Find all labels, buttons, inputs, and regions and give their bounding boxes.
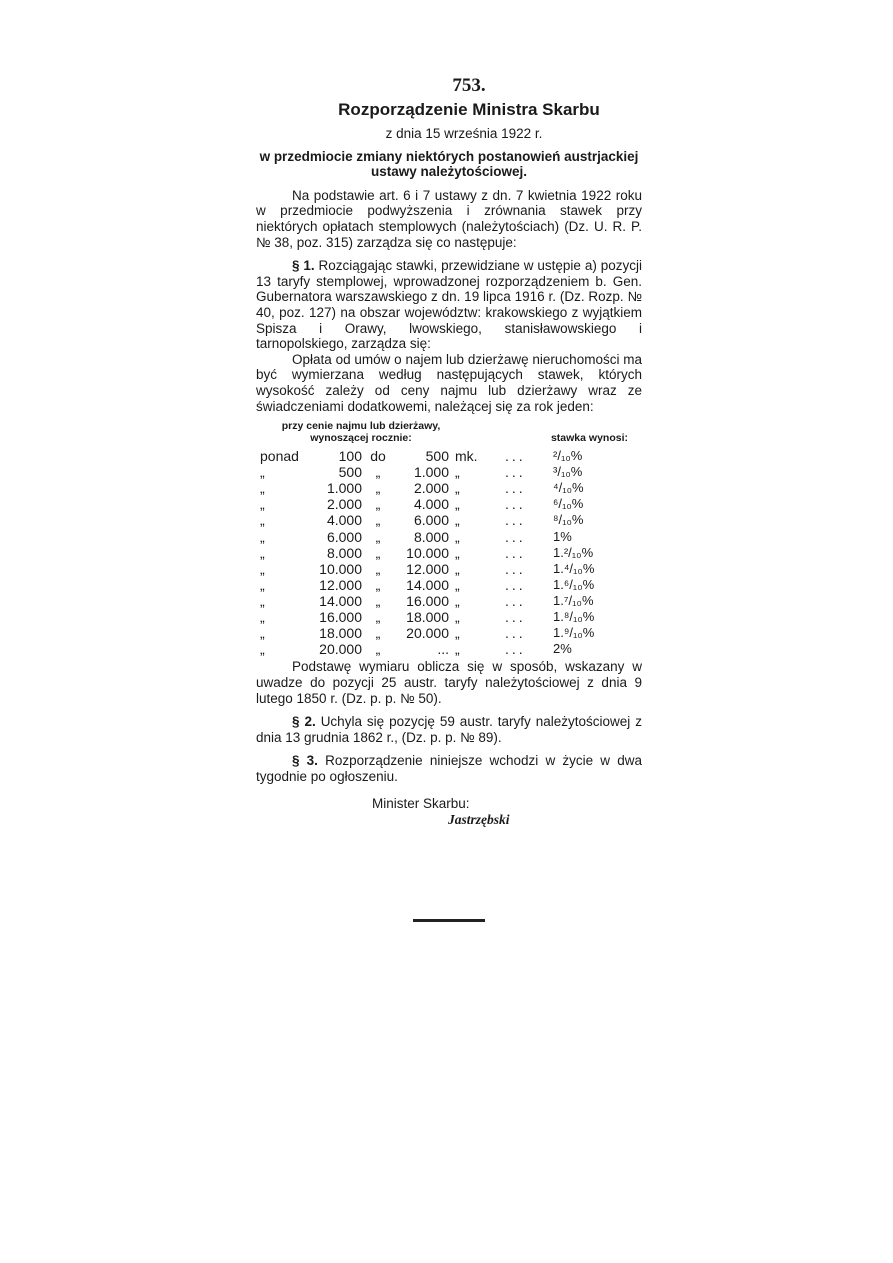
row-rate: 1.⁷/₁₀% bbox=[553, 592, 594, 608]
table-header-price: przy cenie najmu lub dzierżawy, wynoszącej rocznie: bbox=[281, 420, 441, 445]
row-from-amount: 10.000 bbox=[319, 560, 362, 577]
row-unit: „ bbox=[455, 560, 460, 577]
row-unit: „ bbox=[455, 512, 460, 529]
row-leader-dots: ... bbox=[505, 464, 526, 481]
row-leader-dots: ... bbox=[505, 560, 526, 577]
row-to-amount: 14.000 bbox=[406, 576, 449, 593]
row-from-amount: 100 bbox=[338, 448, 362, 465]
row-leader-dots: ... bbox=[505, 544, 526, 561]
table-row bbox=[256, 625, 636, 641]
row-leader-dots: ... bbox=[505, 576, 526, 593]
table-row bbox=[256, 496, 636, 512]
table-row bbox=[256, 448, 636, 464]
row-prefix: „ bbox=[260, 496, 265, 513]
table-row bbox=[256, 561, 636, 577]
row-unit: „ bbox=[455, 641, 460, 658]
row-from-amount: 500 bbox=[338, 464, 362, 481]
section-3-text: Rozporządzenie niniejsze wchodzi w życie w dwa tygodnie po ogłoszeniu. bbox=[256, 753, 642, 784]
row-to-word: „ bbox=[375, 609, 381, 626]
table-row bbox=[256, 641, 636, 657]
row-unit: „ bbox=[455, 528, 460, 545]
row-unit: „ bbox=[455, 544, 460, 561]
row-leader-dots: ... bbox=[505, 528, 526, 545]
row-prefix: „ bbox=[260, 609, 265, 626]
row-unit: „ bbox=[455, 464, 460, 481]
table-row bbox=[256, 464, 636, 480]
page-number: 753. bbox=[452, 75, 486, 96]
row-from-amount: 1.000 bbox=[326, 480, 362, 497]
rate-table-header bbox=[256, 420, 642, 444]
row-unit: „ bbox=[455, 625, 460, 642]
row-to-word: „ bbox=[375, 544, 381, 561]
row-leader-dots: ... bbox=[505, 625, 526, 642]
section-1-label: § 1. bbox=[292, 258, 315, 274]
table-row bbox=[256, 593, 636, 609]
document-title: Rozporządzenie Ministra Skarbu bbox=[338, 99, 600, 119]
signature-block bbox=[256, 796, 642, 828]
document-page bbox=[256, 75, 642, 828]
signature-role: Minister Skarbu: bbox=[372, 796, 470, 812]
intro-paragraph: Na podstawie art. 6 i 7 ustawy z dn. 7 kwietnia 1922 roku w przedmiocie podwyższenia i zrównania stawek przy niektórych opłatach stemplowych (należytościach) (Dz. U. R. P. № 38, poz. 315) zarządza się co następuje: bbox=[256, 187, 642, 250]
row-from-amount: 20.000 bbox=[319, 641, 362, 658]
row-unit: mk. bbox=[455, 448, 478, 465]
row-from-amount: 12.000 bbox=[319, 576, 362, 593]
document-subject: w przedmiocie zmiany niektórych postanowień austrjackiej ustawy należytościowej. bbox=[259, 148, 639, 179]
row-rate: 1.⁸/₁₀% bbox=[553, 609, 595, 625]
table-row bbox=[256, 480, 636, 496]
row-leader-dots: ... bbox=[505, 448, 526, 465]
row-rate: ³/₁₀% bbox=[553, 464, 583, 480]
row-to-word: „ bbox=[375, 560, 381, 577]
row-leader-dots: ... bbox=[505, 480, 526, 497]
row-from-amount: 16.000 bbox=[319, 609, 362, 626]
row-rate: 1% bbox=[553, 528, 572, 544]
row-to-amount: 12.000 bbox=[406, 560, 449, 577]
row-rate: 2% bbox=[553, 641, 572, 657]
row-prefix: „ bbox=[260, 480, 265, 497]
table-header-rate: stawka wynosi: bbox=[550, 432, 628, 445]
section-3-paragraph bbox=[256, 753, 642, 784]
row-unit: „ bbox=[455, 609, 460, 626]
row-unit: „ bbox=[455, 576, 460, 593]
row-to-amount: 6.000 bbox=[413, 512, 449, 529]
row-to-amount: 500 bbox=[425, 448, 449, 465]
row-rate: ²/₁₀% bbox=[553, 448, 583, 464]
row-to-amount: 2.000 bbox=[413, 480, 449, 497]
row-rate: ⁸/₁₀% bbox=[553, 512, 584, 528]
table-row bbox=[256, 545, 636, 561]
row-to-word: „ bbox=[375, 496, 381, 513]
section-3-label: § 3. bbox=[292, 753, 318, 769]
row-prefix: „ bbox=[260, 544, 265, 561]
section-2-label: § 2. bbox=[292, 714, 316, 730]
row-to-amount: 4.000 bbox=[413, 496, 449, 513]
row-from-amount: 6.000 bbox=[326, 528, 362, 545]
row-leader-dots: ... bbox=[505, 641, 526, 658]
row-from-amount: 4.000 bbox=[326, 512, 362, 529]
row-prefix: „ bbox=[260, 641, 265, 658]
row-prefix: „ bbox=[260, 560, 265, 577]
section-2-paragraph bbox=[256, 714, 642, 745]
section-1-text: Rozciągając stawki, przewidziane w ustępie a) pozycji 13 taryfy stemplowej, wprowadzonej rozporządzeniem b. Gen. Gubernatora warszawskiego z dn. 19 lipca 1916 r. (Dz. Rozp. № 40, poz. 127) na obszar województw: krakowskiego z wyjątkiem Spisza i Orawy, lwowskiego, stanisławowskiego i tarnopolskiego, zarządza się: bbox=[256, 258, 642, 352]
row-from-amount: 14.000 bbox=[319, 592, 362, 609]
row-leader-dots: ... bbox=[505, 609, 526, 626]
table-row bbox=[256, 529, 636, 545]
row-leader-dots: ... bbox=[505, 512, 526, 529]
row-from-amount: 2.000 bbox=[326, 496, 362, 513]
row-prefix: ponad bbox=[260, 448, 299, 465]
row-rate: 1.⁹/₁₀% bbox=[553, 625, 595, 641]
row-prefix: „ bbox=[260, 576, 265, 593]
row-to-word: „ bbox=[375, 641, 381, 658]
table-row bbox=[256, 577, 636, 593]
row-to-word: „ bbox=[375, 576, 381, 593]
section-1-paragraph bbox=[256, 258, 642, 352]
row-from-amount: 8.000 bbox=[326, 544, 362, 561]
row-prefix: „ bbox=[260, 464, 265, 481]
table-row bbox=[256, 512, 636, 528]
row-to-amount: 16.000 bbox=[406, 592, 449, 609]
section-1-rate-intro: Opłata od umów o najem lub dzierżawę nieruchomości ma być wymierzana według następujących stawek, których wysokość zależy od ceny najmu lub dzierżawy wraz ze świadczeniami dodatkowemi, należącej się za rok jeden: bbox=[256, 351, 642, 414]
row-to-amount: 18.000 bbox=[406, 609, 449, 626]
row-to-word: „ bbox=[375, 464, 381, 481]
after-table-paragraph: Podstawę wymiaru oblicza się w sposób, wskazany w uwadze do pozycji 25 austr. taryfy należytościowej z dnia 9 lutego 1850 r. (Dz. p. p. № 50). bbox=[256, 659, 642, 706]
row-prefix: „ bbox=[260, 528, 265, 545]
table-row bbox=[256, 609, 636, 625]
row-unit: „ bbox=[455, 592, 460, 609]
signature-name: Jastrzębski bbox=[448, 812, 510, 828]
row-from-amount: 18.000 bbox=[319, 625, 362, 642]
row-to-word: „ bbox=[375, 528, 381, 545]
row-to-amount: 1.000 bbox=[413, 464, 449, 481]
rate-table bbox=[256, 448, 636, 657]
closing-rule bbox=[413, 919, 485, 922]
row-leader-dots: ... bbox=[505, 592, 526, 609]
row-rate: ⁶/₁₀% bbox=[553, 496, 584, 512]
section-2-text: Uchyla się pozycję 59 austr. taryfy należytościowej z dnia 13 grudnia 1862 r., (Dz. p. p. № 89). bbox=[256, 714, 642, 745]
row-to-amount: 8.000 bbox=[413, 528, 449, 545]
row-prefix: „ bbox=[260, 625, 265, 642]
row-to-word: „ bbox=[375, 480, 381, 497]
row-to-word: „ bbox=[375, 625, 381, 642]
row-prefix: „ bbox=[260, 512, 265, 529]
row-rate: 1.²/₁₀% bbox=[553, 544, 594, 560]
row-to-word: „ bbox=[375, 512, 381, 529]
row-rate: 1.⁶/₁₀% bbox=[553, 576, 595, 592]
row-to-amount: 20.000 bbox=[406, 625, 449, 642]
row-unit: „ bbox=[455, 496, 460, 513]
row-to-amount: 10.000 bbox=[406, 544, 449, 561]
row-to-amount: ... bbox=[437, 641, 449, 658]
row-rate: ⁴/₁₀% bbox=[553, 480, 584, 496]
row-to-word: „ bbox=[375, 592, 381, 609]
row-unit: „ bbox=[455, 480, 460, 497]
row-rate: 1.⁴/₁₀% bbox=[553, 560, 595, 576]
row-to-word: do bbox=[370, 448, 386, 465]
row-leader-dots: ... bbox=[505, 496, 526, 513]
row-prefix: „ bbox=[260, 592, 265, 609]
document-date: z dnia 15 września 1922 r. bbox=[385, 126, 543, 142]
